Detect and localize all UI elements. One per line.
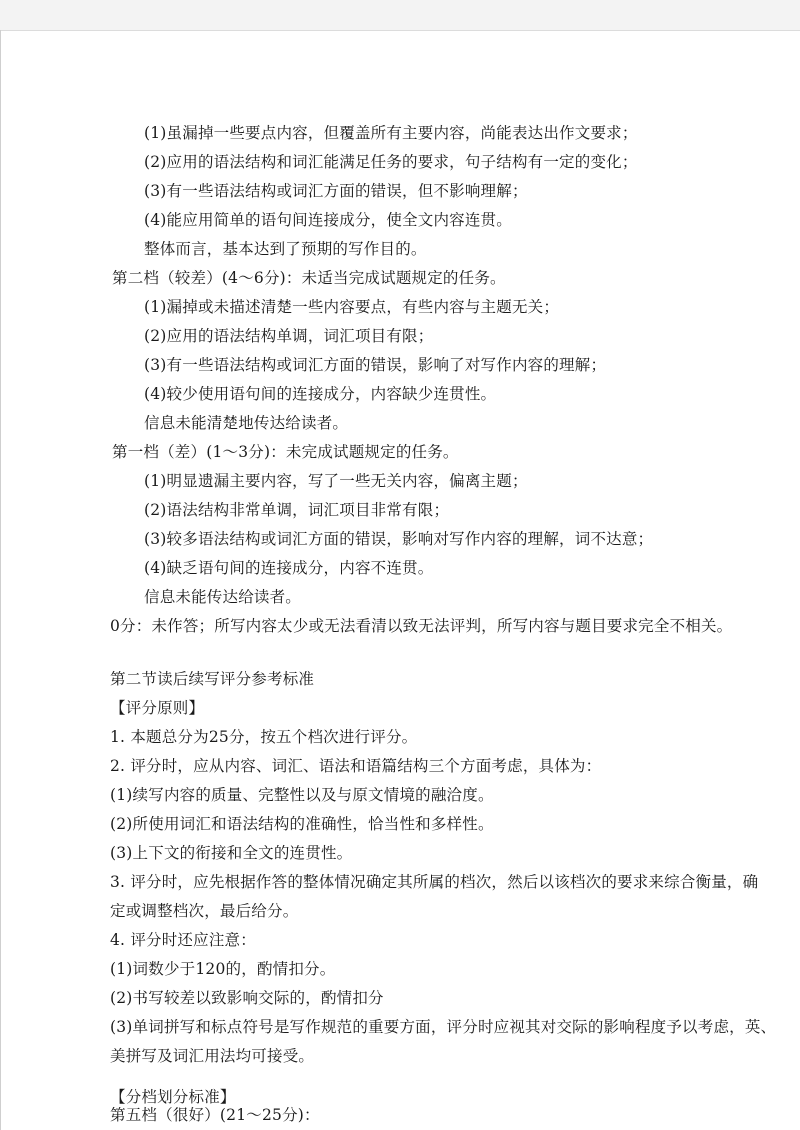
criterion-line: (2)语法结构非常单调，词汇项目非常有限； bbox=[144, 501, 450, 519]
rule-subitem: (2)书写较差以致影响交际的，酌情扣分 bbox=[110, 989, 384, 1007]
criterion-line: (1)虽漏掉一些要点内容，但覆盖所有主要内容，尚能表达出作文要求； bbox=[144, 124, 638, 142]
rule-subitem: (1)词数少于120的，酌情扣分。 bbox=[110, 960, 336, 978]
criterion-summary: 整体而言，基本达到了预期的写作目的。 bbox=[144, 240, 427, 258]
rule-line: 2. 评分时，应从内容、词汇、语法和语篇结构三个方面考虑，具体为： bbox=[110, 757, 602, 775]
rule-subitem: (2)所使用词汇和语法结构的准确性，恰当性和多样性。 bbox=[110, 815, 494, 833]
rule-line: 4. 评分时还应注意： bbox=[110, 931, 256, 949]
criterion-line: (3)较多语法结构或词汇方面的错误，影响对写作内容的理解，词不达意； bbox=[144, 530, 654, 548]
rule-line-continued: 定或调整档次，最后给分。 bbox=[110, 902, 299, 920]
criterion-line: (1)明显遗漏主要内容，写了一些无关内容，偏离主题； bbox=[144, 472, 528, 490]
page-top-edge bbox=[0, 0, 800, 31]
section-title: 第二节读后续写评分参考标准 bbox=[110, 670, 315, 688]
criterion-line: (4)缺乏语句间的连接成分，内容不连贯。 bbox=[144, 559, 434, 577]
grade-heading: 第五档（很好）(21～25分)： bbox=[110, 1106, 320, 1124]
rule-line: 3. 评分时，应先根据作答的整体情况确定其所属的档次，然后以该档次的要求来综合衡量，确 bbox=[110, 873, 759, 891]
criterion-line: (2)应用的语法结构和词汇能满足任务的要求，句子结构有一定的变化； bbox=[144, 153, 638, 171]
rule-subitem-continued: 美拼写及词汇用法均可接受。 bbox=[110, 1047, 315, 1065]
criterion-line: (2)应用的语法结构单调，词汇项目有限； bbox=[144, 327, 434, 345]
subsection-heading: 【分档划分标准】 bbox=[110, 1088, 236, 1106]
criterion-line: (3)有一些语法结构或词汇方面的错误，影响了对写作内容的理解； bbox=[144, 356, 607, 374]
rule-subitem: (1)续写内容的质量、完整性以及与原文情境的融洽度。 bbox=[110, 786, 494, 804]
page-left-edge bbox=[0, 30, 1, 1130]
rule-subitem: (3)上下文的衔接和全文的连贯性。 bbox=[110, 844, 353, 862]
rule-subitem: (3)单词拼写和标点符号是写作规范的重要方面，评分时应视其对交际的影响程度予以考虑，英、 bbox=[110, 1018, 777, 1036]
grade-heading: 第二档（较差）(4～6分)：未适当完成试题规定的任务。 bbox=[112, 269, 506, 287]
criterion-line: (1)漏掉或未描述清楚一些内容要点，有些内容与主题无关； bbox=[144, 298, 560, 316]
criterion-line: (4)较少使用语句间的连接成分，内容缺少连贯性。 bbox=[144, 385, 497, 403]
grade-heading: 第一档（差）(1～3分)：未完成试题规定的任务。 bbox=[112, 443, 459, 461]
criterion-line: (3)有一些语法结构或词汇方面的错误，但不影响理解； bbox=[144, 182, 528, 200]
zero-score-rule: 0分：未作答；所写内容太少或无法看清以致无法评判，所写内容与题目要求完全不相关。 bbox=[110, 617, 733, 635]
criterion-line: (4)能应用简单的语句间连接成分，使全文内容连贯。 bbox=[144, 211, 512, 229]
criterion-summary: 信息未能清楚地传达给读者。 bbox=[144, 414, 349, 432]
criterion-summary: 信息未能传达给读者。 bbox=[144, 588, 302, 606]
subsection-heading: 【评分原则】 bbox=[110, 699, 205, 717]
rule-line: 1. 本题总分为25分，按五个档次进行评分。 bbox=[110, 728, 418, 746]
